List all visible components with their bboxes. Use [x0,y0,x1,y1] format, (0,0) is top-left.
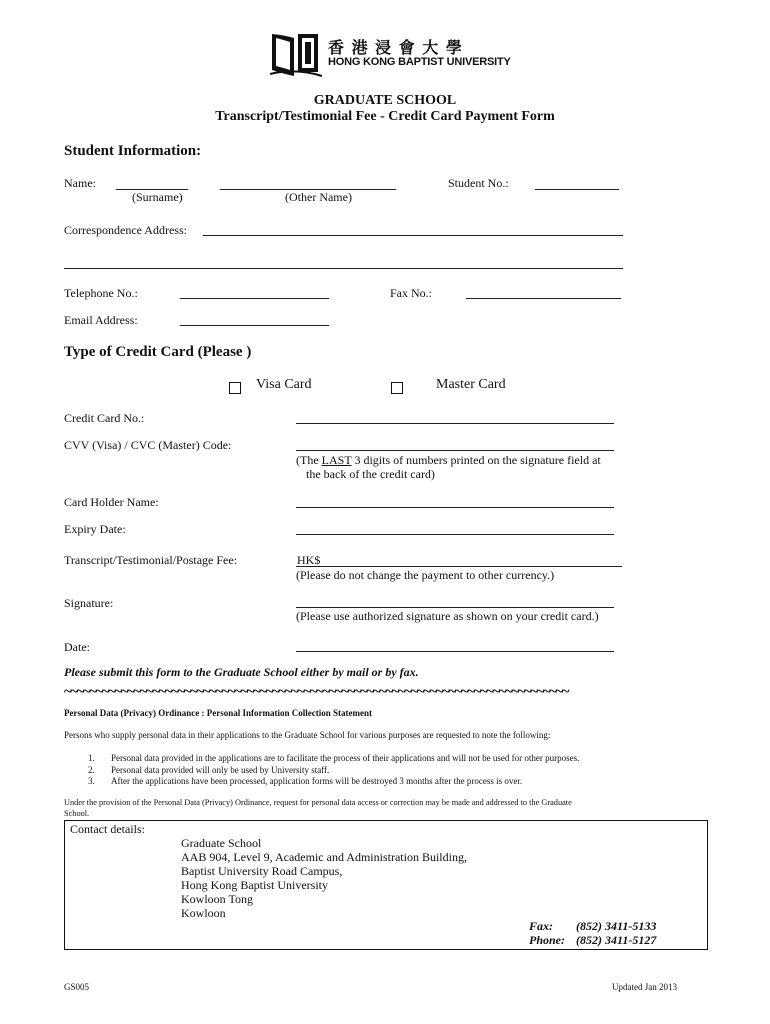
contact-line: AAB 904, Level 9, Academic and Administration Building, [181,850,467,864]
fax-field[interactable] [466,298,621,299]
student-no-field[interactable] [535,189,619,190]
contact-line: Hong Kong Baptist University [181,878,328,892]
address-field-line2[interactable] [64,268,623,269]
privacy-item-text: After the applications have been processed, application forms will be destroyed 3 months after the process is over. [111,776,523,786]
contact-line: Kowloon Tong [181,892,253,906]
fee-label: Transcript/Testimonial/Postage Fee: [64,553,238,567]
contact-heading: Contact details: [70,822,145,836]
card-no-field[interactable] [296,423,614,424]
privacy-heading: Personal Data (Privacy) Ordinance : Personal Information Collection Statement [64,708,372,718]
student-info-heading: Student Information: [64,143,202,159]
university-english-name: HONG KONG BAPTIST UNIVERSITY [328,56,511,68]
submit-instruction: Please submit this form to the Graduate School either by mail or by fax. [64,665,419,679]
contact-phone-value: (852) 3411-5127 [576,933,657,947]
fee-field[interactable] [296,566,622,567]
visa-label: Visa Card [256,377,312,392]
contact-phone-label: Phone: [529,933,565,947]
privacy-provision-line2: School. [64,809,90,818]
signature-note: (Please use authorized signature as shown on your credit card.) [296,609,599,623]
page-title: GRADUATE SCHOOL [313,93,457,108]
contact-fax-label: Fax: [529,919,553,933]
signature-field[interactable] [296,607,614,608]
hkbu-logo-icon [270,30,322,78]
contact-line: Baptist University Road Campus, [181,864,343,878]
cvv-note: (The LAST 3 digits of numbers printed on the signature field at [296,453,601,467]
name-label: Name: [64,176,96,190]
privacy-provision: Under the provision of the Personal Data (Privacy) Ordinance, request for personal data access or correction may be made and addressed to the Graduate [64,798,572,807]
surname-caption: (Surname) [132,190,183,204]
expiry-field[interactable] [296,534,614,535]
contact-line: Graduate School [181,836,262,850]
address-label: Correspondence Address: [64,223,187,237]
telephone-label: Telephone No.: [64,286,138,300]
privacy-intro: Persons who supply personal data in their applications to the Graduate School for various purposes are requested to note the following: [64,730,551,740]
contact-line: Kowloon [181,906,226,920]
card-holder-label: Card Holder Name: [64,495,159,509]
form-code: GS005 [64,982,90,992]
date-label: Date: [64,640,90,654]
visa-checkbox[interactable] [229,382,241,394]
email-label: Email Address: [64,313,138,327]
form-subtitle: Transcript/Testimonial Fee - Credit Card Payment Form [215,109,555,124]
card-holder-field[interactable] [296,507,614,508]
card-type-heading: Type of Credit Card (Please ) [64,344,252,360]
fax-label: Fax No.: [390,286,432,300]
date-field[interactable] [296,651,614,652]
email-field[interactable] [180,325,329,326]
master-checkbox[interactable] [391,382,403,394]
privacy-item-num: 3. [88,776,95,786]
privacy-item-num: 2. [88,765,95,775]
privacy-item-text: Personal data provided will only be used by University staff. [111,765,330,775]
master-label: Master Card [436,377,506,392]
separator-line: ~~~~~~~~~~~~~~~~~~~~~~~~~~~~~~~~~~~~~~~~~~~~~~~~~~~~~~~~~~~~~~~~~~~~~~~~~~~~~~~~ [64,684,569,700]
updated-date: Updated Jan 2013 [612,982,677,992]
other-name-caption: (Other Name) [285,190,352,204]
fee-note: (Please do not change the payment to other currency.) [296,568,555,582]
cvv-field[interactable] [296,450,614,451]
contact-fax-value: (852) 3411-5133 [576,919,657,933]
university-chinese-name: 香 港 浸 會 大 學 [328,38,463,57]
telephone-field[interactable] [180,298,329,299]
address-field-line1[interactable] [203,235,623,236]
privacy-item-text: Personal data provided in the applications are to facilitate the process of their applications and will not be used for other purposes. [111,753,580,763]
university-logo [270,30,322,78]
signature-label: Signature: [64,596,114,610]
privacy-item-num: 1. [88,753,95,763]
cvv-note-line2: the back of the credit card) [306,467,435,481]
card-no-label: Credit Card No.: [64,411,145,425]
cvv-label: CVV (Visa) / CVC (Master) Code: [64,438,232,452]
student-no-label: Student No.: [448,176,509,190]
expiry-label: Expiry Date: [64,522,126,536]
fee-currency: HK$ [297,553,321,567]
